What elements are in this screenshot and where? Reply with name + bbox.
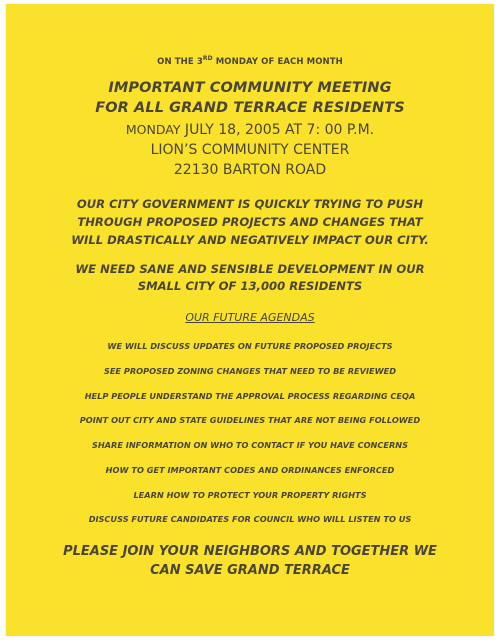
agenda-item: LEARN HOW TO PROTECT YOUR PROPERTY RIGHTS	[133, 490, 367, 500]
need-line-2: SMALL CITY OF 13,000 RESIDENTS	[137, 279, 363, 293]
agenda-item: POINT OUT CITY AND STATE GUIDELINES THAT ARE NOT BEING FOLLOWED	[79, 415, 421, 425]
title-line-1: IMPORTANT COMMUNITY MEETING	[108, 80, 392, 96]
flyer-paper	[6, 4, 494, 636]
title-line-2: FOR ALL GRAND TERRACE RESIDENTS	[95, 100, 405, 116]
meeting-schedule	[6, 55, 494, 67]
agenda-item: WE WILL DISCUSS UPDATES ON FUTURE PROPOSED PROJECTS	[107, 341, 393, 351]
closing-line-1: PLEASE JOIN YOUR NEIGHBORS AND TOGETHER WE	[63, 544, 437, 559]
event-date: JULY 18, 2005 AT 7: 00 P.M.	[180, 122, 375, 138]
closing-line-2: CAN SAVE GRAND TERRACE	[150, 563, 350, 578]
need-line-1: WE NEED SANE AND SENSIBLE DEVELOPMENT IN OUR	[75, 262, 425, 276]
schedule-prefix: ON THE 3	[157, 56, 203, 67]
agenda-title: OUR FUTURE AGENDAS	[185, 311, 315, 324]
agenda-item: SEE PROPOSED ZONING CHANGES THAT NEED TO BE REVIEWED	[103, 366, 397, 376]
warning-line-1: OUR CITY GOVERNMENT IS QUICKLY TRYING TO PUSH	[76, 197, 424, 211]
schedule-ordinal: RD	[202, 55, 213, 62]
event-date-time	[6, 122, 494, 138]
agenda-item: HOW TO GET IMPORTANT CODES AND ORDINANCES ENFORCED	[105, 465, 395, 475]
warning-line-2: THROUGH PROPOSED PROJECTS AND CHANGES THAT	[77, 215, 423, 229]
agenda-item: HELP PEOPLE UNDERSTAND THE APPROVAL PROCESS REGARDING CEQA	[84, 391, 416, 401]
agenda-item: SHARE INFORMATION ON WHO TO CONTACT IF YOU HAVE CONCERNS	[91, 440, 409, 450]
event-day: MONDAY	[125, 122, 181, 137]
warning-line-3: WILL DRASTICALLY AND NEGATIVELY IMPACT OUR CITY.	[71, 233, 429, 247]
agenda-item: DISCUSS FUTURE CANDIDATES FOR COUNCIL WHO WILL LISTEN TO US	[88, 514, 412, 524]
event-venue: LION’S COMMUNITY CENTER	[150, 142, 350, 158]
event-address: 22130 BARTON ROAD	[173, 162, 327, 178]
schedule-suffix: MONDAY OF EACH MONTH	[212, 56, 343, 67]
